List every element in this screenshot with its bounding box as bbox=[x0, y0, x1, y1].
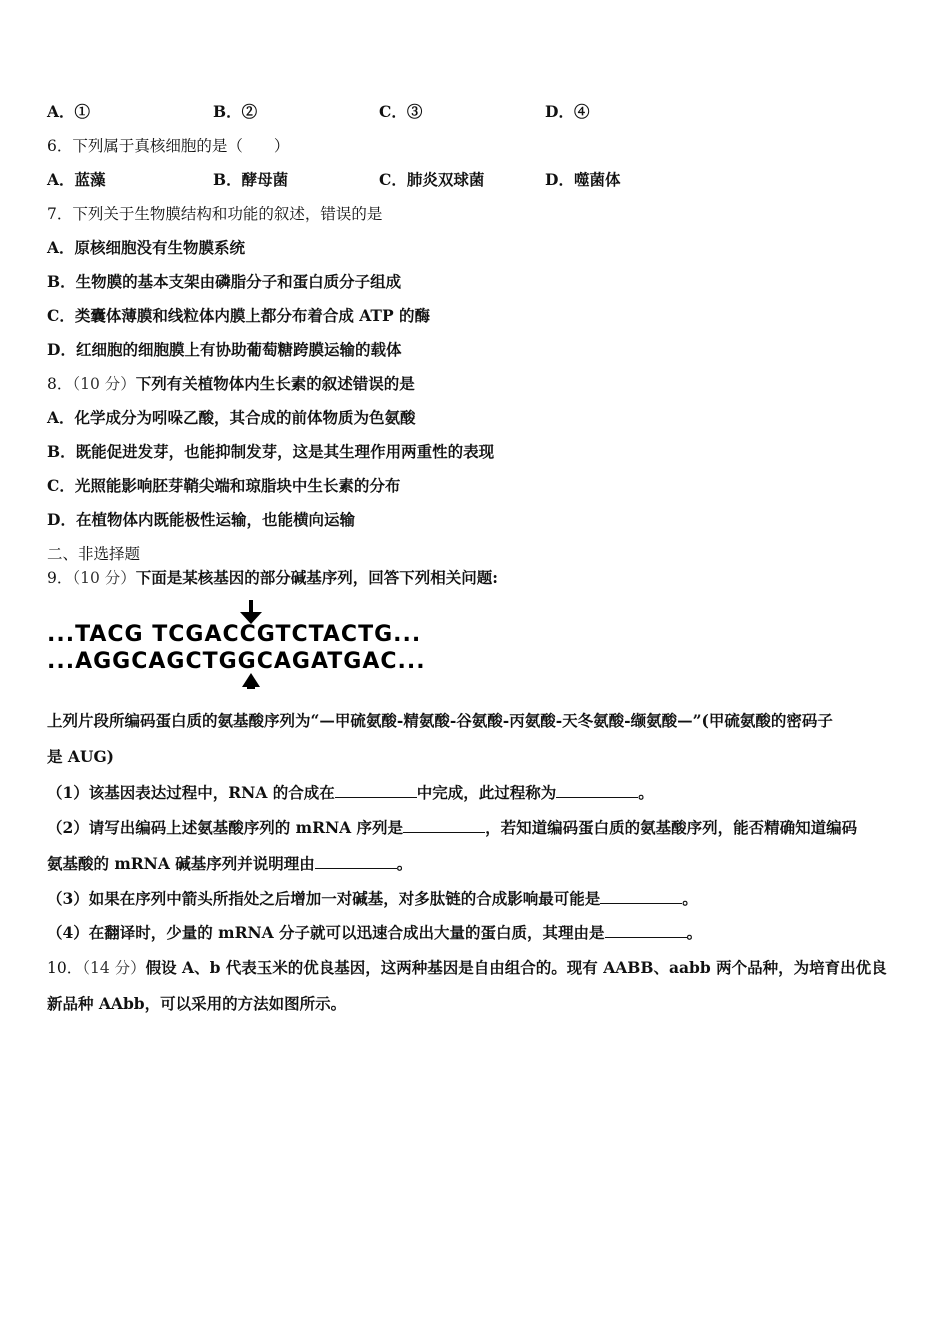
q6-option-a: A．蓝藻 bbox=[47, 170, 106, 189]
q9-description-line1: 上列片段所编码蛋白质的氨基酸序列为“—甲硫氨酸-精氨酸-谷氨酸-丙氨酸-天冬氨酸-缬氨酸—”(甲硫氨酸的密码子 bbox=[47, 711, 833, 730]
answer-blank[interactable] bbox=[403, 817, 485, 833]
q5-option-c: C．③ bbox=[379, 102, 423, 121]
q9-part2-text-c: 氨基酸的 mRNA 碱基序列并说明理由 bbox=[47, 854, 315, 873]
q7-option-a: A．原核细胞没有生物膜系统 bbox=[47, 238, 246, 257]
q6-option-c: C．肺炎双球菌 bbox=[379, 170, 485, 189]
up-arrow-icon bbox=[242, 673, 260, 689]
sequence-top-strand: ...TACG TCGACCGTCTACTG... bbox=[47, 622, 422, 647]
q9-score: （10 分） bbox=[72, 569, 136, 587]
q8-score: （10 分） bbox=[72, 375, 136, 393]
q6-options bbox=[47, 169, 711, 191]
q9-part2-text-d: 。 bbox=[396, 854, 413, 873]
q9-description-line2: 是 AUG) bbox=[47, 747, 115, 766]
q9-stem bbox=[47, 567, 498, 589]
answer-blank[interactable] bbox=[605, 922, 687, 938]
q8-option-a: A．化学成分为吲哚乙酸，其合成的前体物质为色氨酸 bbox=[47, 408, 416, 427]
q9-part4 bbox=[47, 922, 702, 944]
q5-option-a: A．① bbox=[47, 102, 91, 121]
q8-stem bbox=[47, 373, 415, 395]
q10-number: 10． bbox=[47, 959, 83, 977]
q8-stem-text: 下列有关植物体内生长素的叙述错误的是 bbox=[135, 374, 415, 393]
answer-blank[interactable] bbox=[335, 782, 417, 798]
q9-part3-text-b: 。 bbox=[682, 889, 698, 908]
q9-part4-text-a: （4）在翻译时，少量的 mRNA 分子就可以迅速合成出大量的蛋白质，其理由是 bbox=[47, 923, 605, 942]
q8-option-c: C．光照能影响胚芽鞘尖端和琼脂块中生长素的分布 bbox=[47, 476, 401, 495]
q8-option-d: D．在植物体内既能极性运输，也能横向运输 bbox=[47, 510, 355, 529]
q9-part1-text-a: （1）该基因表达过程中，RNA 的合成在 bbox=[47, 783, 335, 802]
q6-stem-text: 下列属于真核细胞的是（ ） bbox=[72, 137, 290, 155]
q9-part3 bbox=[47, 888, 698, 910]
q8-option-b: B．既能促进发芽，也能抑制发芽，这是其生理作用两重性的表现 bbox=[47, 442, 495, 461]
q10-line1 bbox=[47, 957, 887, 979]
q7-number: 7． bbox=[47, 205, 73, 223]
dna-sequence-figure bbox=[47, 600, 587, 692]
q7-option-d: D．红细胞的细胞膜上有协助葡萄糖跨膜运输的载体 bbox=[47, 340, 402, 359]
q7-stem-text: 下列关于生物膜结构和功能的叙述，错误的是 bbox=[72, 205, 383, 223]
q9-part2 bbox=[47, 817, 857, 839]
q5-options bbox=[47, 101, 711, 123]
q9-part1-text-c: 。 bbox=[638, 783, 654, 802]
q9-part4-text-b: 。 bbox=[686, 923, 703, 942]
q8-number: 8． bbox=[47, 375, 73, 393]
down-arrow-icon bbox=[240, 600, 262, 624]
q7-option-b: B．生物膜的基本支架由磷脂分子和蛋白质分子组成 bbox=[47, 272, 402, 291]
q7-stem bbox=[47, 203, 382, 225]
q6-number: 6． bbox=[47, 137, 73, 155]
q6-option-d: D．噬菌体 bbox=[545, 170, 621, 189]
q9-part3-text-a: （3）如果在序列中箭头所指处之后增加一对碱基，对多肽链的合成影响最可能是 bbox=[47, 889, 601, 908]
q10-score: （14 分） bbox=[82, 959, 146, 977]
q6-stem bbox=[47, 135, 289, 157]
q9-part2-text-a: （2）请写出编码上述氨基酸序列的 mRNA 序列是 bbox=[47, 818, 404, 837]
q5-option-b: B．② bbox=[213, 102, 258, 121]
sequence-bottom-strand: ...AGGCAGCTGGCAGATGAC... bbox=[47, 649, 426, 674]
section-heading: 二、非选择题 bbox=[47, 545, 141, 563]
q10-text-line1: 假设 A、b 代表玉米的优良基因，这两种基因是自由组合的。现有 AABB、aabb 两个品种，为培育出优良 bbox=[145, 958, 887, 977]
q9-part1 bbox=[47, 782, 654, 804]
q9-part2-text-b: ，若知道编码蛋白质的氨基酸序列，能否精确知道编码 bbox=[485, 818, 858, 837]
answer-blank[interactable] bbox=[315, 853, 397, 869]
answer-blank[interactable] bbox=[556, 782, 638, 798]
q9-part2-cont bbox=[47, 853, 412, 875]
q9-part1-text-b: 中完成，此过程称为 bbox=[416, 783, 557, 802]
q9-number: 9． bbox=[47, 569, 73, 587]
q9-stem-text: 下面是某核基因的部分碱基序列，回答下列相关问题: bbox=[135, 568, 499, 587]
q6-option-b: B．酵母菌 bbox=[213, 170, 289, 189]
q5-option-d: D．④ bbox=[545, 102, 590, 121]
answer-blank[interactable] bbox=[600, 888, 682, 904]
q7-option-c: C．类囊体薄膜和线粒体内膜上都分布着合成 ATP 的酶 bbox=[47, 306, 430, 325]
q10-line2: 新品种 AAbb，可以采用的方法如图所示。 bbox=[47, 994, 347, 1013]
